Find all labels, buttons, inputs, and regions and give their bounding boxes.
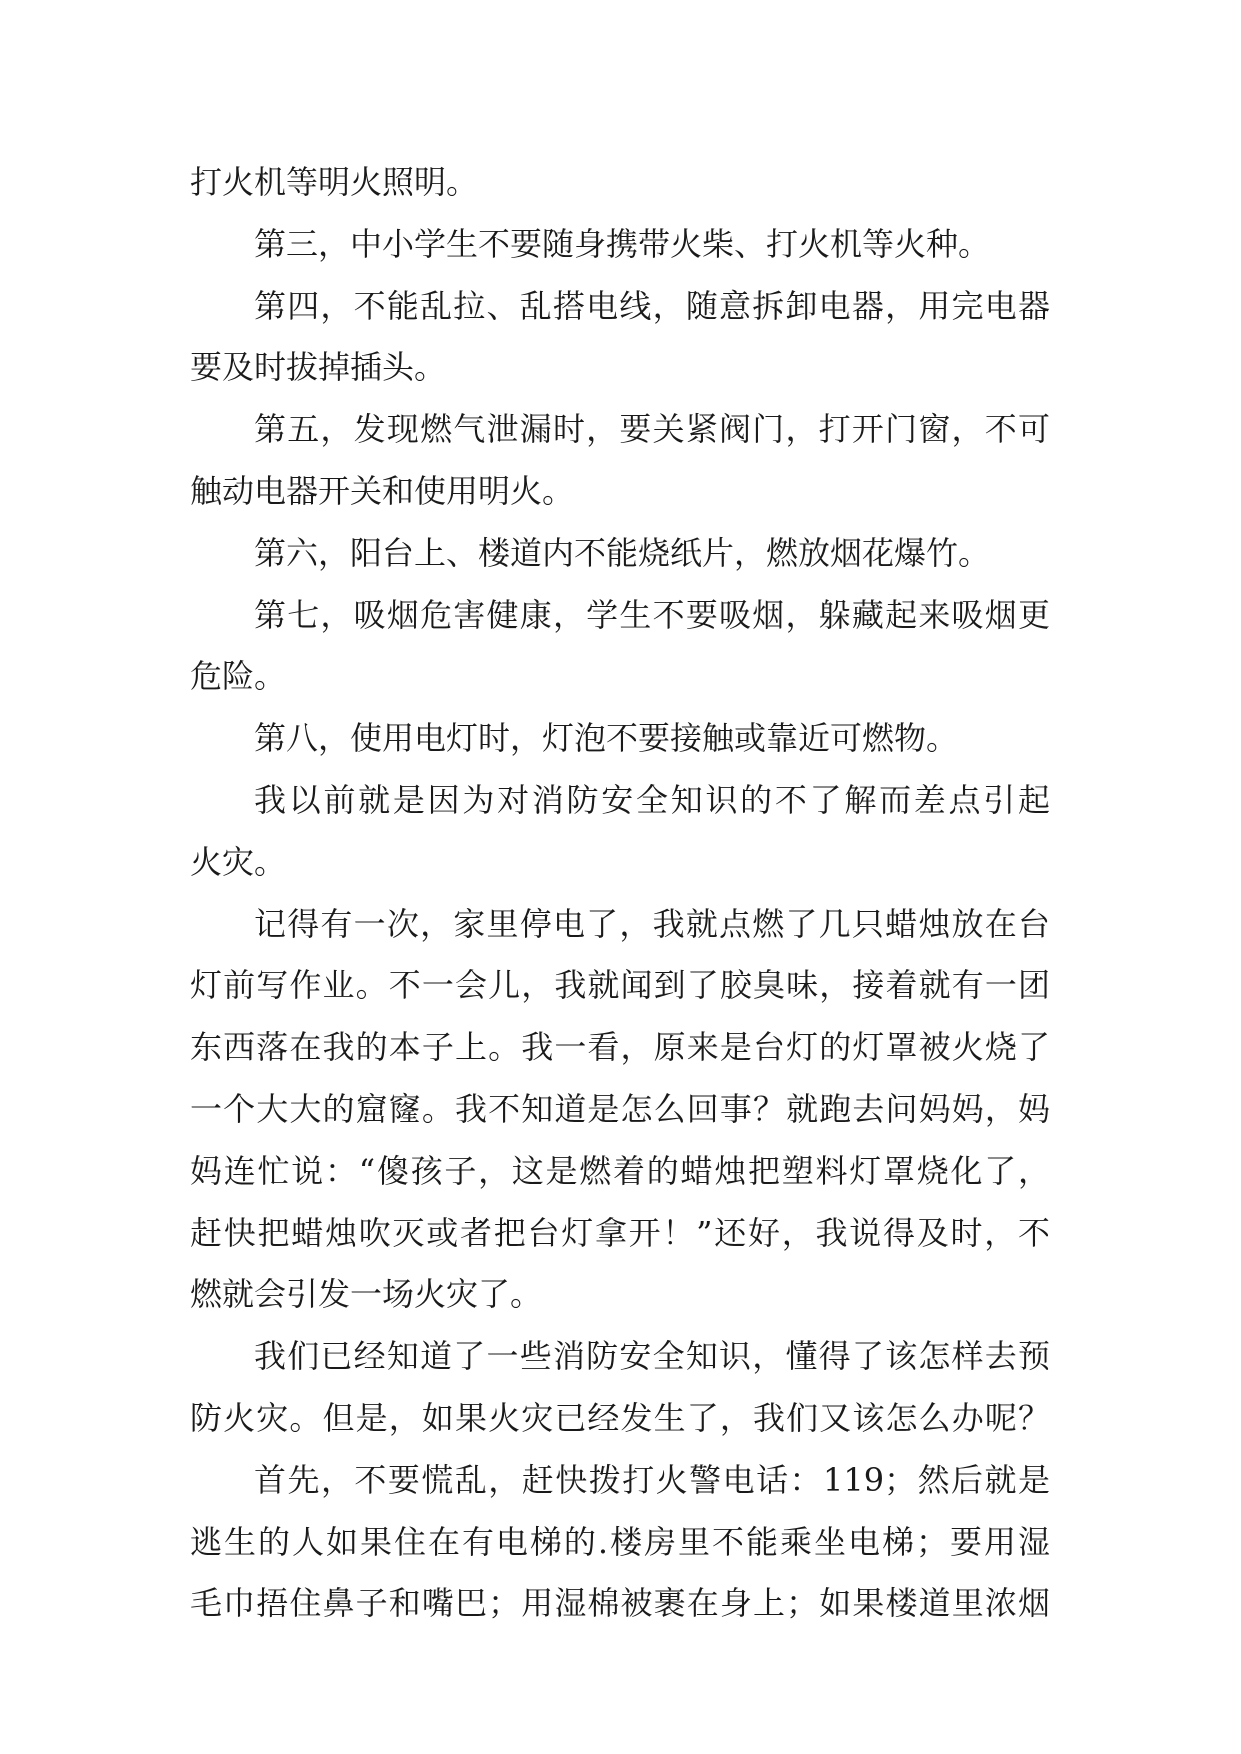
text-line: 赶快把蜡烛吹灭或者把台灯拿开！”还好，我说得及时，不 [190,1213,1050,1252]
text-line: 要及时拔掉插头。 [190,348,447,387]
text-line: 一个大大的窟窿。我不知道是怎么回事？就跑去问妈妈，妈 [190,1089,1050,1128]
text-line: 记得有一次，家里停电了，我就点燃了几只蜡烛放在台 [254,904,1050,943]
text-line: 灯前写作业。不一会儿，我就闻到了胶臭味，接着就有一团 [190,966,1050,1005]
text-line: 触动电器开关和使用明火。 [190,471,575,510]
text-line: 第三，中小学生不要随身携带火柴、打火机等火种。 [254,224,991,263]
text-line: 第四，不能乱拉、乱搭电线，随意拆卸电器，用完电器 [254,286,1050,325]
text-line: 打火机等明火照明。 [190,163,479,201]
text-line: 第六，阳台上、楼道内不能烧纸片，燃放烟花爆竹。 [254,533,991,572]
text-line: 危险。 [190,657,287,696]
text-line: 首先，不要慌乱，赶快拨打火警电话：119；然后就是 [254,1460,1050,1499]
text-line: 我们已经知道了一些消防安全知识，懂得了该怎样去预 [254,1337,1050,1376]
text-line: 妈连忙说：“傻孩子，这是燃着的蜡烛把塑料灯罩烧化了， [190,1151,1050,1190]
text-line: 防火灾。但是，如果火灾已经发生了，我们又该怎么办呢？ [190,1398,1050,1437]
text-body [190,152,1050,1635]
text-line: 第八，使用电灯时，灯泡不要接触或靠近可燃物。 [254,719,959,758]
text-line: 逃生的人如果住在有电梯的.楼房里不能乘坐电梯；要用湿 [190,1522,1050,1561]
text-line: 火灾。 [190,842,287,881]
text-line: 毛巾捂住鼻子和嘴巴；用湿棉被裹在身上；如果楼道里浓烟 [190,1584,1050,1623]
text-line: 第五，发现燃气泄漏时，要关紧阀门，打开门窗，不可 [254,410,1050,449]
text-line: 第七，吸烟危害健康，学生不要吸烟，躲藏起来吸烟更 [254,595,1050,634]
text-line: 燃就会引发一场火灾了。 [190,1275,543,1314]
text-line: 东西落在我的本子上。我一看，原来是台灯的灯罩被火烧了 [190,1028,1050,1067]
text-line: 我以前就是因为对消防安全知识的不了解而差点引起 [254,780,1050,819]
